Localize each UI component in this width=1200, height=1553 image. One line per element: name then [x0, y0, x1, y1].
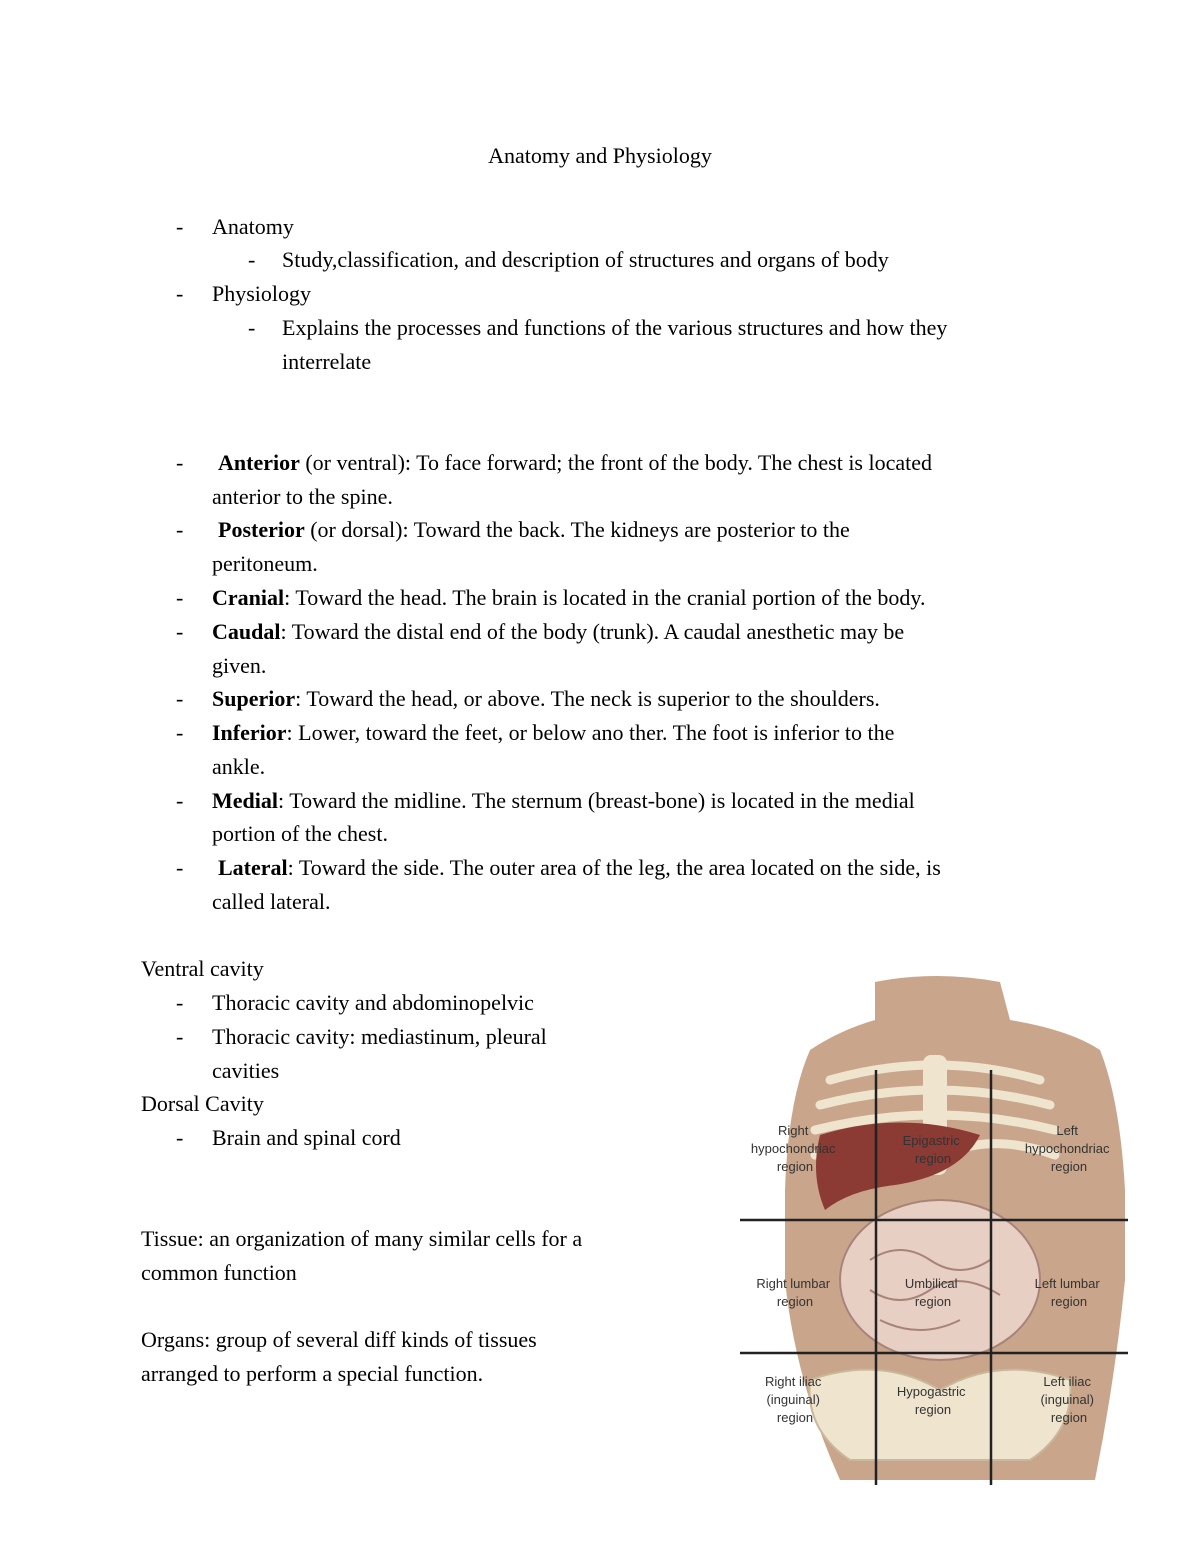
term-label: Medial	[212, 788, 278, 813]
term-lateral-cont: called lateral.	[212, 889, 331, 914]
term-label: Superior	[212, 686, 296, 711]
tissue-definition: Tissue: an organization of many similar cells for a	[141, 1226, 583, 1251]
term-inferior	[212, 716, 894, 750]
term-label: Posterior	[218, 517, 305, 542]
bullet-dash: -	[176, 1125, 184, 1150]
term-lateral	[218, 851, 941, 885]
term-text: : Lower, toward the feet, or below ano ther. The foot is inferior to the	[286, 720, 895, 745]
label-epigastric: Epigastric region	[902, 1133, 960, 1166]
term-medial-cont: portion of the chest.	[212, 821, 388, 846]
ventral-cavity-item: Thoracic cavity and abdominopelvic	[212, 990, 534, 1015]
bullet-dash: -	[176, 517, 184, 542]
term-superior	[212, 682, 880, 716]
anatomy-definition: Study,classification, and description of structures and organs of body	[282, 247, 889, 272]
bullet-dash: -	[176, 855, 184, 880]
term-posterior	[218, 513, 850, 547]
label-left-iliac: Left iliac (inguinal) region	[1040, 1374, 1094, 1425]
term-text: : Toward the distal end of the body (trunk). A caudal anesthetic may be	[280, 619, 905, 644]
term-inferior-cont: ankle.	[212, 754, 266, 779]
term-text: (or dorsal): Toward the back. The kidneys are posterior to the	[304, 517, 850, 542]
term-text: (or ventral): To face forward; the front of the body. The chest is located	[299, 450, 933, 475]
bullet-dash: -	[176, 990, 184, 1015]
physiology-definition-line2: interrelate	[282, 349, 372, 374]
term-label: Caudal	[212, 619, 281, 644]
term-anterior-cont: anterior to the spine.	[212, 484, 393, 509]
bullet-dash: -	[176, 585, 184, 610]
organs-definition: Organs: group of several diff kinds of tissues	[141, 1327, 537, 1352]
bullet-dash: -	[176, 1024, 184, 1049]
bullet-dash: -	[176, 281, 184, 306]
tissue-definition-cont: common function	[141, 1260, 297, 1285]
bullet-dash: -	[176, 214, 184, 239]
term-cranial	[212, 581, 926, 615]
page-title: Anatomy and Physiology	[488, 143, 712, 168]
bullet-dash: -	[176, 788, 184, 813]
term-posterior-cont: peritoneum.	[212, 551, 318, 576]
term-anterior	[218, 446, 932, 480]
label-right-lumbar: Right lumbar region	[756, 1276, 831, 1309]
label-left-lumbar: Left lumbar region	[1034, 1276, 1100, 1309]
bullet-dash: -	[176, 450, 184, 475]
term-text: : Toward the side. The outer area of the leg, the area located on the side, is	[287, 855, 941, 880]
label-right-hypochondriac: Right hypochondriac region	[750, 1123, 836, 1174]
term-label: Anterior	[218, 450, 300, 475]
bullet-dash: -	[176, 720, 184, 745]
ventral-cavity-item: Thoracic cavity: mediastinum, pleural	[212, 1024, 547, 1049]
term-caudal	[212, 615, 904, 649]
term-caudal-cont: given.	[212, 653, 267, 678]
abdominal-regions-figure	[700, 960, 1180, 1500]
term-label: Cranial	[212, 585, 285, 610]
term-medial	[212, 784, 915, 818]
ventral-cavity-heading: Ventral cavity	[141, 956, 264, 981]
label-hypogastric: Hypogastric region	[896, 1384, 966, 1417]
term-label: Inferior	[212, 720, 287, 745]
term-text: : Toward the head. The brain is located in the cranial portion of the body.	[284, 585, 926, 610]
dorsal-cavity-item: Brain and spinal cord	[212, 1125, 401, 1150]
term-text: : Toward the midline. The sternum (breast-bone) is located in the medial	[278, 788, 915, 813]
bullet-dash: -	[248, 315, 256, 340]
physiology-heading: Physiology	[212, 281, 312, 306]
label-right-iliac: Right iliac (inguinal) region	[765, 1374, 822, 1425]
label-left-hypochondriac: Left hypochondriac region	[1024, 1123, 1110, 1174]
bullet-dash: -	[176, 686, 184, 711]
abdominal-regions-illustration	[700, 960, 1180, 1500]
physiology-definition-line1: Explains the processes and functions of the various structures and how they	[282, 315, 948, 340]
term-text: : Toward the head, or above. The neck is superior to the shoulders.	[295, 686, 880, 711]
ventral-cavity-item-cont: cavities	[212, 1058, 280, 1083]
organs-definition-cont: arranged to perform a special function.	[141, 1361, 484, 1386]
label-umbilical: Umbilical region	[904, 1276, 958, 1309]
dorsal-cavity-heading: Dorsal Cavity	[141, 1091, 264, 1116]
bullet-dash: -	[248, 247, 256, 272]
anatomy-heading: Anatomy	[212, 214, 294, 239]
bullet-dash: -	[176, 619, 184, 644]
term-label: Lateral	[218, 855, 288, 880]
